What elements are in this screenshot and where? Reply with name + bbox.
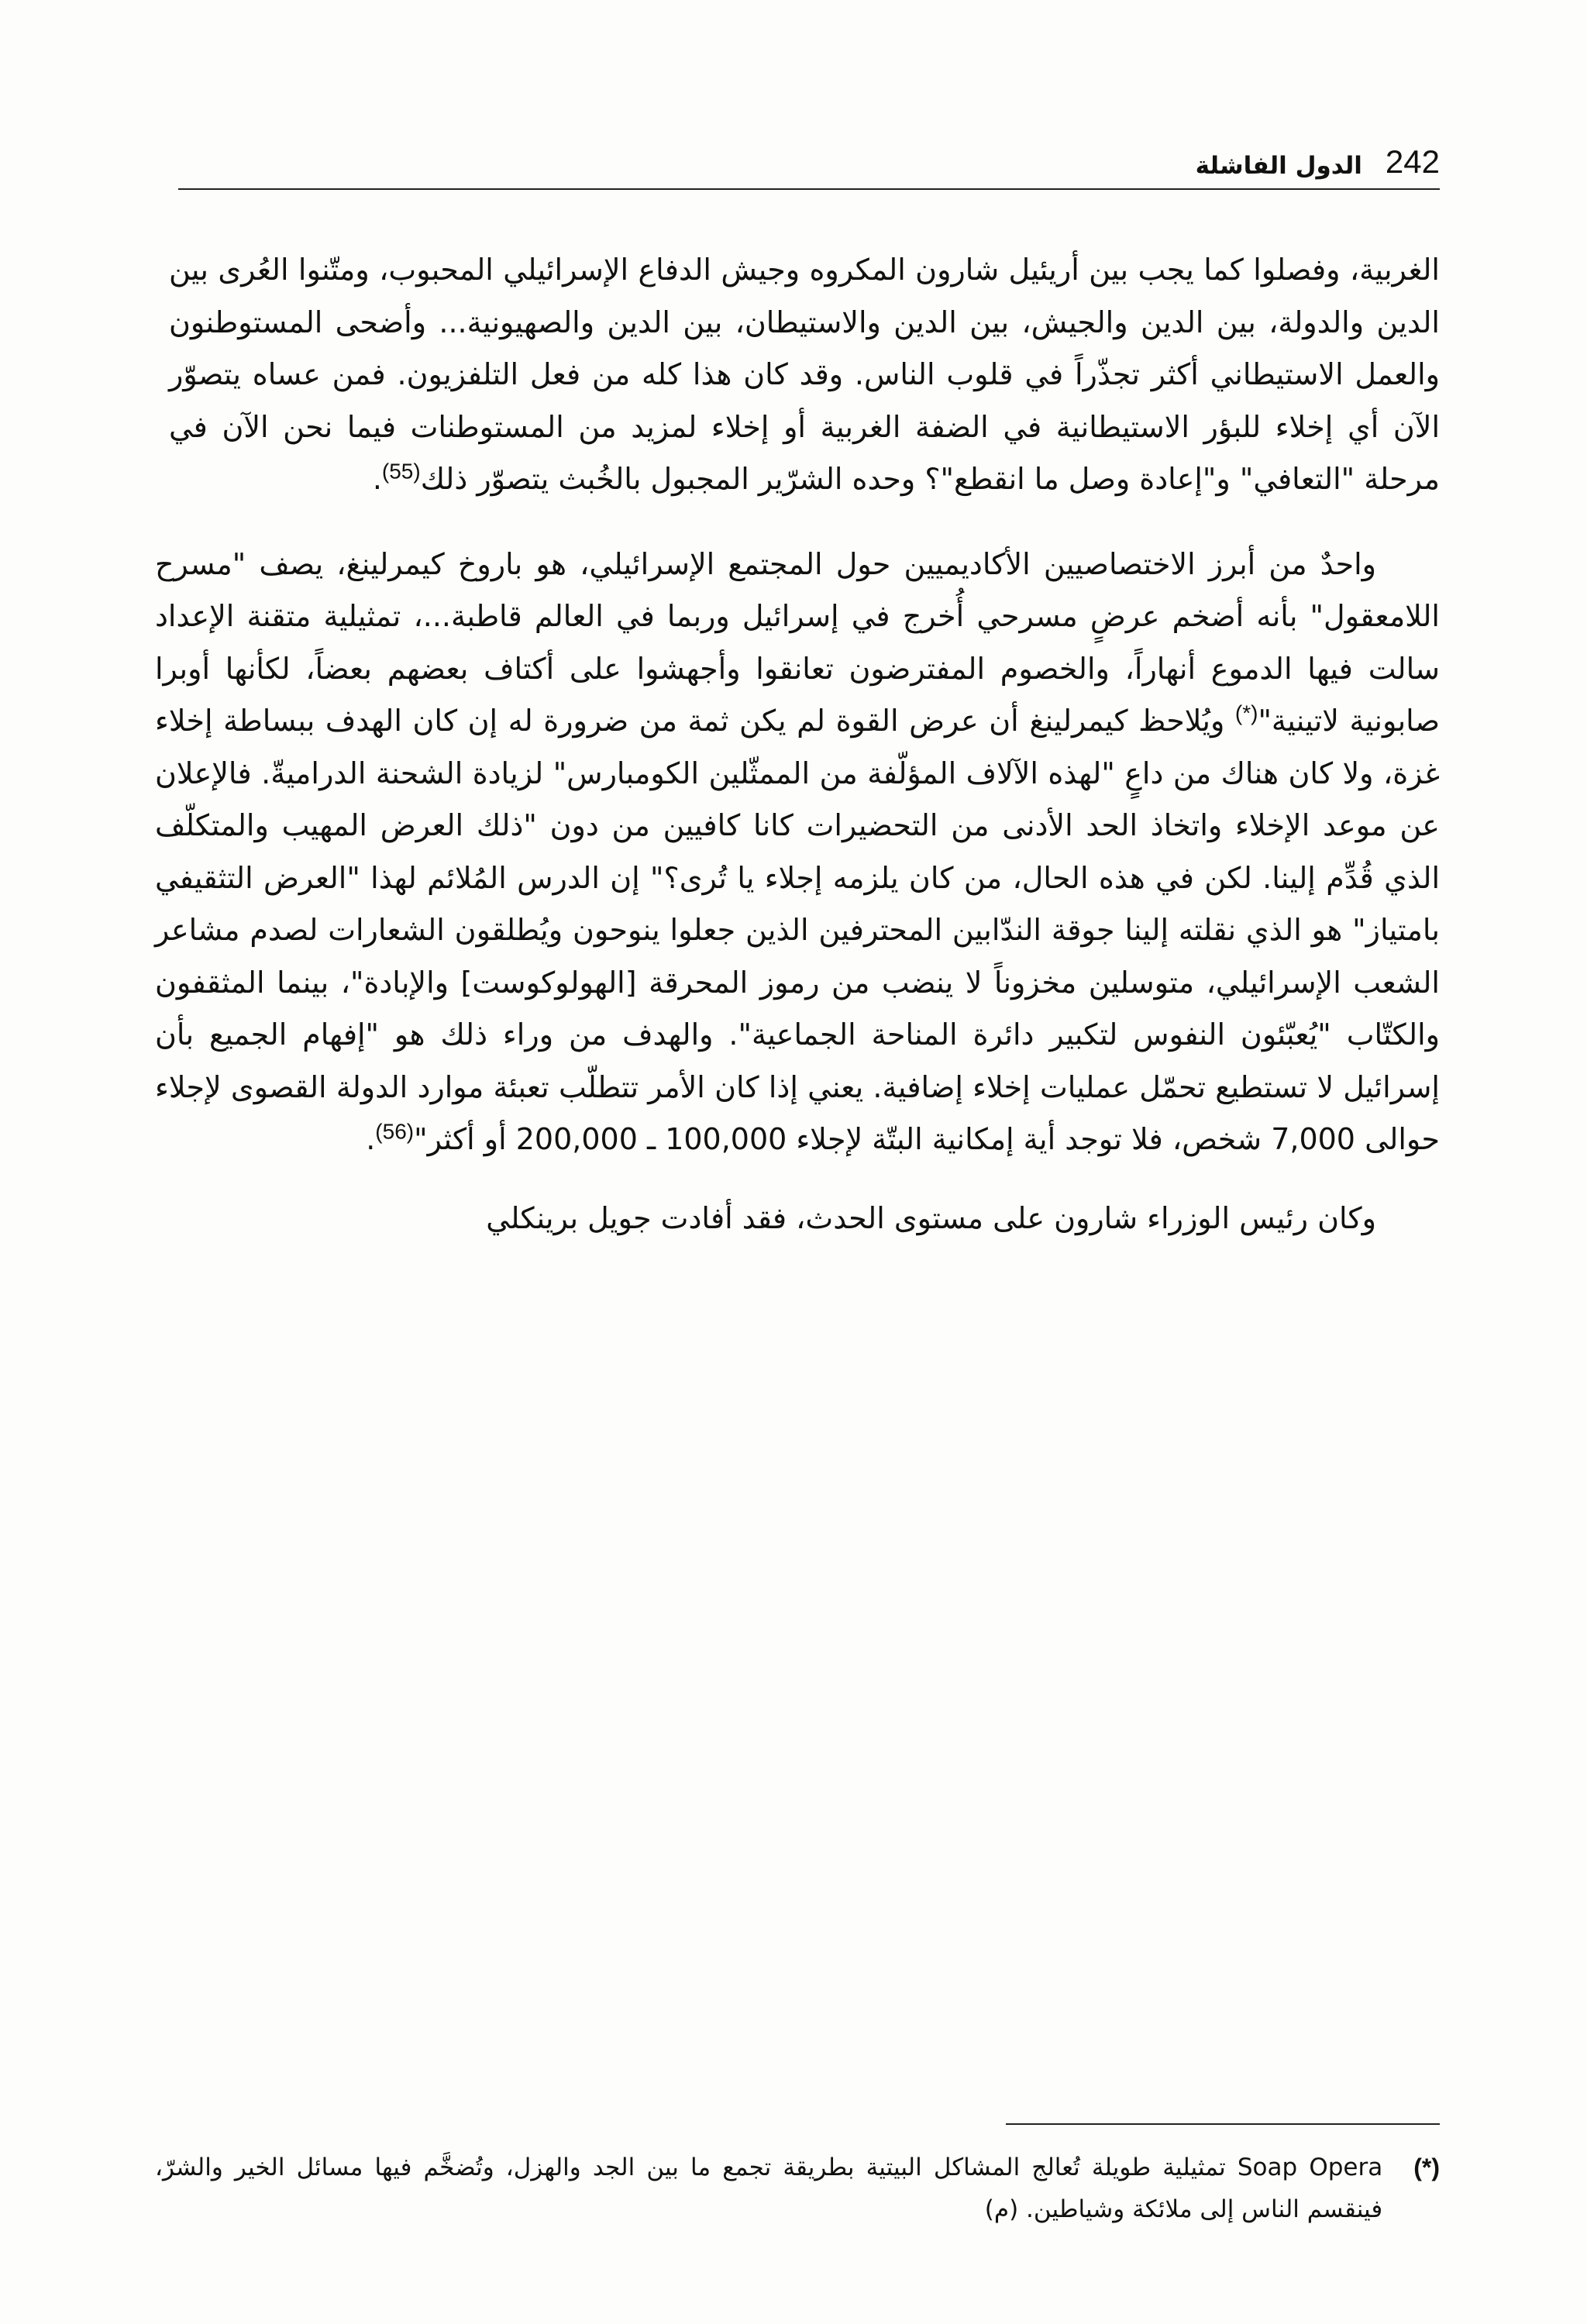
body-text — [155, 244, 1440, 1245]
page-number: 242 — [1385, 143, 1440, 180]
footnote-rule — [1006, 2123, 1440, 2125]
paragraph-3-text: وكان رئيس الوزراء شارون على مستوى الحدث، فقد أفادت جويل برينكلي — [486, 1200, 1376, 1235]
paragraph-2 — [155, 539, 1440, 1166]
footnote-ref-star: (*) — [1234, 701, 1258, 725]
paragraph-1 — [169, 244, 1440, 506]
header-rule — [178, 188, 1440, 190]
paragraph-2-continuation: ويُلاحظ كيمرلينغ أن عرض القوة لم يكن ثمة من ضرورة له إن كان الهدف ببساطة إخلاء غزة، ولا كان هناك من داعٍ "لهذه الآلاف المؤلّفة من الممثّلين الكومبارس" لزيادة الشحنة الدراميةّ. فالإعلان عن موعد الإخلاء واتخاذ الحد الأدنى من التحضيرات كانا كافيين من دون "ذلك العرض المهيب والمتكلّف الذي قُدِّم إلينا. لكن في هذه الحال، من كان يلزمه إجلاء يا تُرى؟" إن الدرس المُلائم لهذا "العرض التثقيفي بامتياز" هو الذي نقلته إلينا جوقة الندّابين المحترفين الذين جعلوا ينوحون ويُطلقون الشعارات لصدم مشاعر الشعب الإسرائيلي، متوسلين مخزوناً لا ينضب من رموز المحرقة [الهولوكوست] والإبادة"، بينما المثقفون والكتّاب "يُعبّئون النفوس لتكبير دائرة المناحة الجماعية". والهدف من وراء ذلك هو "إفهام الجميع بأن إسرائيل لا تستطيع تحمّل عمليات إخلاء إضافية. يعني إذا كان الأمر تتطلّب تعبئة موارد الدولة القصوى لإجلاء حوالى 7,000 شخص، فلا توجد أية إمكانية البتّة لإجلاء 100,000 ـ 200,000 أو أكثر" — [155, 704, 1440, 1156]
running-head — [178, 124, 1440, 178]
paragraph-1-end: . — [372, 462, 382, 496]
paragraph-2-text: واحدٌ من أبرز الاختصاصيين الأكاديميين حول المجتمع الإسرائيلي، هو باروخ كيمرلينغ، يصف "مسرح اللامعقول" بأنه أضخم عرضٍ مسرحي أُخرج في إسرائيل وربما في العالم قاطبة...، تمثيلية متقنة الإعداد سالت فيها الدموع أنهاراً، والخصوم المفترضون تعانقوا وأجهشوا على أكتاف بعضهم بعضاً، لكأنها أوبرا صابونية لاتينية" — [155, 546, 1440, 738]
running-title: الدول الفاشلة — [1195, 152, 1362, 180]
footnote-marker: (*) — [1413, 2154, 1440, 2181]
paragraph-3 — [155, 1193, 1440, 1245]
endnote-ref-56: (56) — [375, 1119, 415, 1144]
footnote-text: Soap Opera تمثيلية طويلة تُعالج المشاكل البيتية بطريقة تجمع ما بين الجد والهزل، وتُضخَّم فيها مسائل الخير والشرّ، فينقسم الناس إلى ملائكة وشياطين. (م) — [155, 2154, 1383, 2223]
paragraph-2-end: . — [366, 1122, 376, 1156]
paragraph-1-text: الغربية، وفصلوا كما يجب بين أريئيل شارون المكروه وجيش الدفاع الإسرائيلي المحبوب، ومتّنوا العُرى بين الدين والدولة، بين الدين والجيش، بين الدين والاستيطان، بين الدين والصهيونية... وأضحى المستوطنون والعمل الاستيطاني أكثر تجذّراً في قلوب الناس. وقد كان هذا كله من فعل التلفزيون. فمن عساه يتصوّر الآن أي إخلاء للبؤر الاستيطانية في الضفة الغربية أو إخلاء لمزيد من المستوطنات فيما نحن الآن في مرحلة "التعافي" و"إعادة وصل ما انقطع"؟ وحده الشرّير المجبول بالخُبث يتصوّر ذلك — [169, 253, 1440, 496]
footnote — [155, 2147, 1440, 2230]
endnote-ref-55: (55) — [381, 459, 421, 484]
